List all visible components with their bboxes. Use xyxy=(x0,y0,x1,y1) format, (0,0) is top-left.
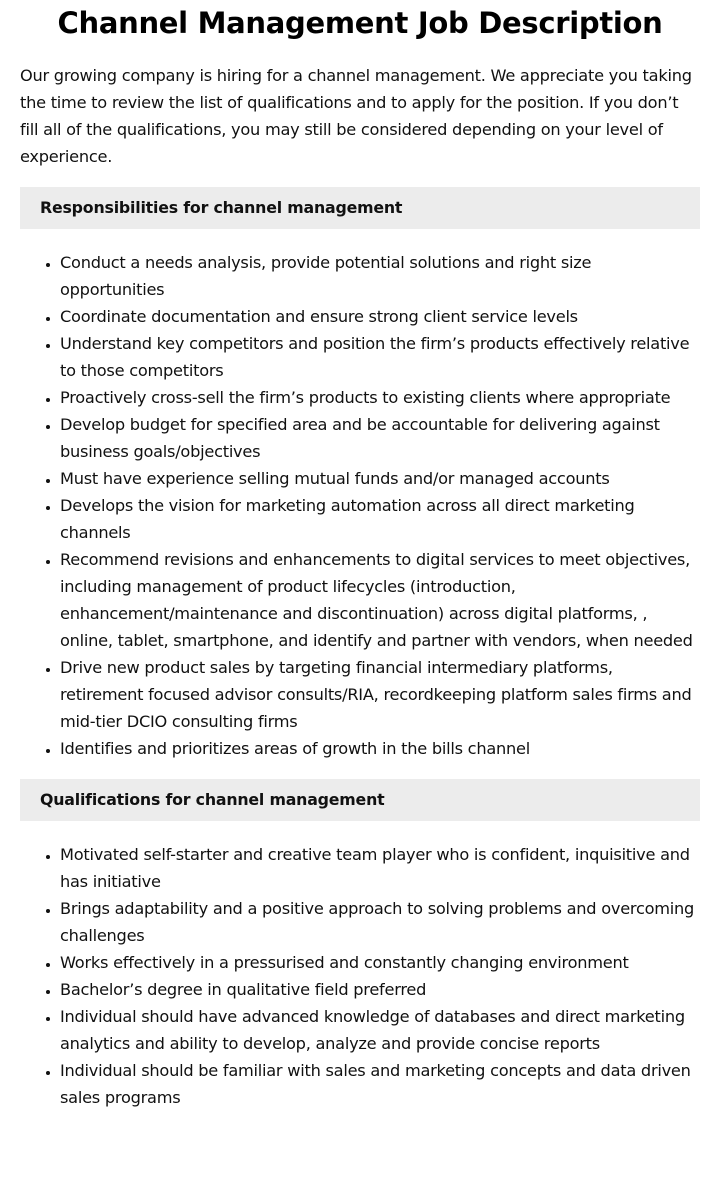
responsibilities-list xyxy=(20,249,700,762)
responsibilities-heading: Responsibilities for channel management xyxy=(20,187,700,229)
intro-paragraph: Our growing company is hiring for a channel management. We appreciate you taking the time to review the list of qualifications and to apply for the position. If you don’t fill all of the qualifications, you may still be considered depending on your level of experience. xyxy=(20,66,692,166)
list-item: • Brings adaptability and a positive approach to solving problems and overcoming challenges xyxy=(60,895,700,949)
list-item: • Understand key competitors and position the firm’s products effectively relative to those competitors xyxy=(60,330,700,384)
list-item: • Motivated self-starter and creative team player who is confident, inquisitive and has initiative xyxy=(60,841,700,895)
list-item: • Works effectively in a pressurised and constantly changing environment xyxy=(60,949,700,976)
list-item: • Identifies and prioritizes areas of growth in the bills channel xyxy=(60,735,700,762)
list-item: • Develops the vision for marketing automation across all direct marketing channels xyxy=(60,492,700,546)
list-item: • Conduct a needs analysis, provide potential solutions and right size opportunities xyxy=(60,249,700,303)
list-item: • Individual should be familiar with sales and marketing concepts and data driven sales programs xyxy=(60,1057,700,1111)
list-item: • Recommend revisions and enhancements to digital services to meet objectives, including management of product lifecycles (introduction, enhancement/maintenance and discontinuation) across digital platforms, , online, tablet, smartphone, and identify and partner with vendors, when needed xyxy=(60,546,700,654)
qualifications-heading: Qualifications for channel management xyxy=(20,779,700,821)
list-item: • Individual should have advanced knowledge of databases and direct marketing analytics and ability to develop, analyze and provide concise reports xyxy=(60,1003,700,1057)
page-title: Channel Management Job Description xyxy=(57,6,663,40)
list-item: • Coordinate documentation and ensure strong client service levels xyxy=(60,303,700,330)
qualifications-list xyxy=(20,841,700,1111)
list-item: • Proactively cross-sell the firm’s products to existing clients where appropriate xyxy=(60,384,700,411)
list-item: • Develop budget for specified area and be accountable for delivering against business goals/objectives xyxy=(60,411,700,465)
list-item: • Must have experience selling mutual funds and/or managed accounts xyxy=(60,465,700,492)
list-item: • Drive new product sales by targeting financial intermediary platforms, retirement focused advisor consults/RIA, recordkeeping platform sales firms and mid-tier DCIO consulting firms xyxy=(60,654,700,735)
list-item: • Bachelor’s degree in qualitative field preferred xyxy=(60,976,700,1003)
